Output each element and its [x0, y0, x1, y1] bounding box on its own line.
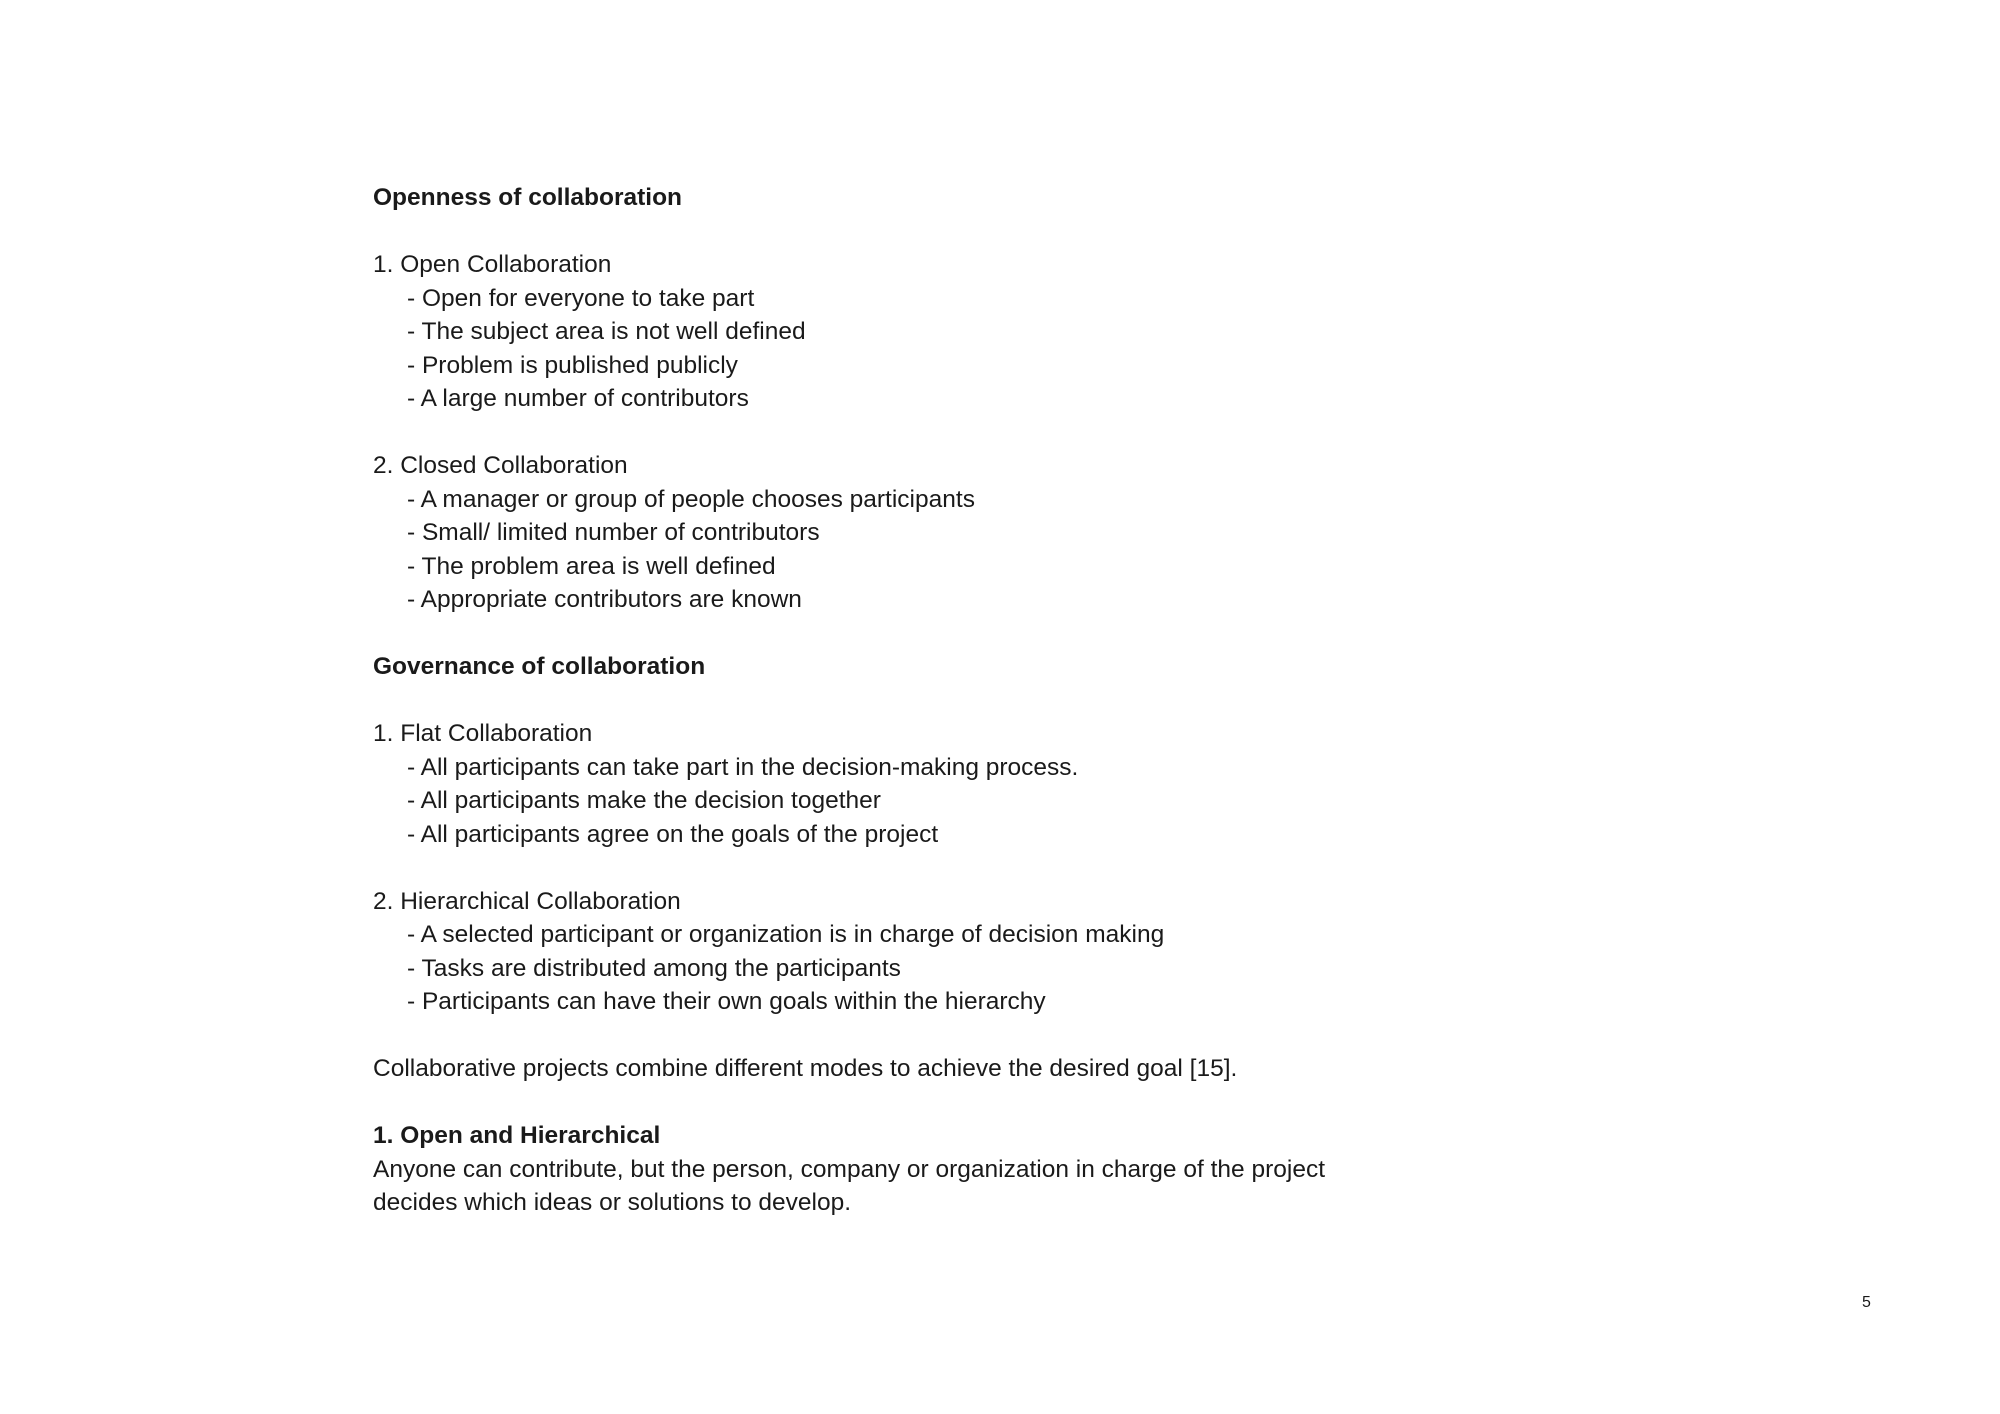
spacer — [373, 851, 1473, 885]
list-item: - The subject area is not well defined — [407, 318, 806, 345]
spacer — [373, 1086, 1473, 1120]
open-hierarchical-text-line: Anyone can contribute, but the person, company or organization in charge of the project — [373, 1155, 1326, 1183]
combination-paragraph: Collaborative projects combine different modes to achieve the desired goal [15]. — [373, 1055, 1238, 1082]
list-item: - Small/ limited number of contributors — [407, 519, 820, 546]
list-item: - All participants agree on the goals of the project — [407, 820, 939, 848]
list-item: - Problem is published publicly — [407, 351, 738, 379]
section-heading-governance: Governance of collaboration — [373, 653, 706, 680]
spacer — [373, 617, 1473, 651]
closed-collaboration-title: 2. Closed Collaboration — [373, 452, 628, 479]
list-item: - Open for everyone to take part — [407, 284, 755, 312]
list-item: - Participants can have their own goals within the hierarchy — [407, 988, 1046, 1015]
spacer — [373, 1019, 1473, 1053]
list-item: - All participants can take part in the decision-making process. — [407, 753, 1079, 781]
list-item: - A selected participant or organization is in charge of decision making — [407, 921, 1165, 948]
list-item: - Tasks are distributed among the participants — [407, 954, 901, 982]
section-heading-openness: Openness of collaboration — [373, 184, 683, 211]
open-collaboration-title: 1. Open Collaboration — [373, 251, 612, 278]
spacer — [373, 684, 1473, 718]
spacer — [373, 215, 1473, 249]
list-item: - All participants make the decision together — [407, 787, 881, 814]
page-number: 5 — [1862, 1294, 1871, 1311]
document-body — [373, 181, 1473, 1220]
spacer — [373, 416, 1473, 450]
hierarchical-collaboration-title: 2. Hierarchical Collaboration — [373, 887, 681, 915]
list-item: - The problem area is well defined — [407, 552, 776, 580]
open-hierarchical-heading: 1. Open and Hierarchical — [373, 1122, 661, 1149]
list-item: - A large number of contributors — [407, 385, 749, 412]
flat-collaboration-title: 1. Flat Collaboration — [373, 720, 593, 747]
list-item: - Appropriate contributors are known — [407, 586, 802, 613]
open-hierarchical-text-line: decides which ideas or solutions to develop. — [373, 1189, 852, 1216]
list-item: - A manager or group of people chooses participants — [407, 485, 975, 513]
